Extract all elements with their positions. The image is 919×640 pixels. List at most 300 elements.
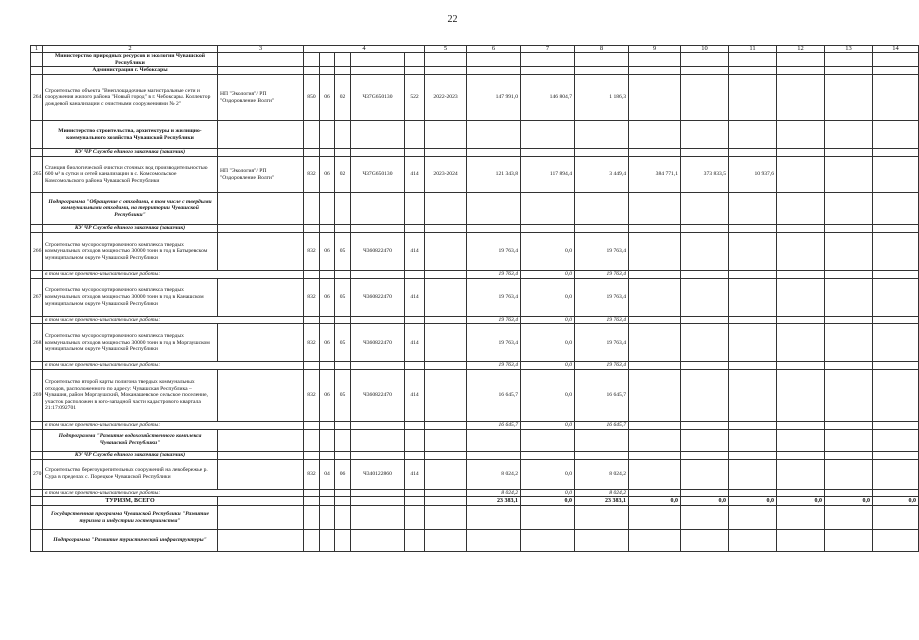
table-cell — [681, 67, 729, 75]
amount-v9 — [629, 233, 681, 271]
amount-v11 — [729, 278, 777, 316]
amount-v6: 23 383,1 — [467, 497, 521, 506]
table-cell — [777, 67, 825, 75]
amount-v8: 19 763,4 — [575, 271, 629, 279]
table-cell — [335, 429, 351, 451]
table-cell — [405, 53, 425, 67]
code-target: Ч360822470 — [351, 369, 405, 421]
table-cell — [304, 193, 320, 225]
code-section: 06 — [320, 278, 335, 316]
table-cell — [729, 506, 777, 530]
table-cell — [825, 489, 873, 497]
code-expense-type: 414 — [405, 233, 425, 271]
table-cell — [320, 67, 335, 75]
table-cell — [335, 67, 351, 75]
table-cell — [777, 225, 825, 233]
table-cell — [873, 53, 919, 67]
table-cell — [304, 271, 320, 279]
amount-v11 — [729, 459, 777, 489]
table-cell — [31, 121, 43, 149]
code-target: Ч360822470 — [351, 233, 405, 271]
table-cell — [873, 67, 919, 75]
table-cell — [320, 193, 335, 225]
sub-title: Государственная программа Чувашской Республики "Развитие туризма и индустрии гостеприимства" — [43, 506, 218, 530]
code-expense-type: 414 — [405, 369, 425, 421]
table-cell — [521, 429, 575, 451]
table-cell — [405, 121, 425, 149]
table-cell — [777, 324, 825, 362]
code-section: 06 — [320, 324, 335, 362]
amount-v7: 0,0 — [521, 233, 575, 271]
table-cell — [521, 451, 575, 459]
table-cell — [629, 121, 681, 149]
section-row — [31, 53, 919, 67]
table-cell — [575, 53, 629, 67]
table-cell — [629, 67, 681, 75]
table-cell — [425, 121, 467, 149]
table-cell — [681, 489, 729, 497]
table-cell — [467, 67, 521, 75]
period: 2023-2024 — [425, 157, 467, 193]
table-cell — [825, 362, 873, 370]
code-subsection: 05 — [335, 324, 351, 362]
amount-v8: 19 763,4 — [575, 233, 629, 271]
sub-row — [31, 530, 919, 552]
table-cell — [729, 121, 777, 149]
table-cell — [218, 193, 304, 225]
table-cell — [31, 225, 43, 233]
section-title: Министерство строительства, архитектуры и жилищно-коммунального хозяйства Чувашской Республики — [43, 121, 218, 149]
object-name: Строительство берегоукрепительных сооружений на левобережье р. Сура в пределах с. Порецкое Чувашской Республики — [43, 459, 218, 489]
row-number: 270 — [31, 459, 43, 489]
table-cell — [351, 429, 405, 451]
table-cell — [575, 149, 629, 157]
table-cell — [31, 67, 43, 75]
table-cell — [405, 67, 425, 75]
amount-v7: 0,0 — [521, 421, 575, 429]
amount-v6: 147 991,0 — [467, 75, 521, 121]
table-cell — [521, 530, 575, 552]
table-cell — [825, 429, 873, 451]
table-cell — [777, 530, 825, 552]
pir-row — [31, 271, 919, 279]
column-number-5: 5 — [425, 46, 467, 53]
code-ministry: 832 — [304, 459, 320, 489]
table-cell — [304, 53, 320, 67]
column-number-4: 4 — [304, 46, 425, 53]
amount-v11 — [729, 369, 777, 421]
amount-v6: 121 343,8 — [467, 157, 521, 193]
table-cell — [405, 225, 425, 233]
table-cell — [681, 316, 729, 324]
amount-v10 — [681, 324, 729, 362]
amount-v9: 0,0 — [629, 497, 681, 506]
table-cell — [335, 530, 351, 552]
column-number-1: 1 — [31, 46, 43, 53]
table-cell — [777, 362, 825, 370]
sub-title: Подпрограмма "Развитие туристической инфраструктуры" — [43, 530, 218, 552]
column-number-13: 13 — [825, 46, 873, 53]
table-cell — [405, 506, 425, 530]
code-target: Ч340122860 — [351, 459, 405, 489]
code-subsection: 05 — [335, 369, 351, 421]
table-cell — [777, 53, 825, 67]
amount-v8: 8 024,2 — [575, 489, 629, 497]
amount-v6: 16 645,7 — [467, 369, 521, 421]
amount-v8: 23 383,1 — [575, 497, 629, 506]
table-cell — [351, 121, 405, 149]
table-cell — [777, 233, 825, 271]
table-cell — [351, 271, 405, 279]
amount-v11: 10 937,6 — [729, 157, 777, 193]
table-cell — [873, 459, 919, 489]
amount-v7: 0,0 — [521, 369, 575, 421]
table-cell — [873, 121, 919, 149]
section-row — [31, 121, 919, 149]
table-cell — [218, 53, 304, 67]
table-cell — [351, 193, 405, 225]
table-cell — [320, 530, 335, 552]
table-cell — [873, 489, 919, 497]
table-cell — [873, 362, 919, 370]
table-cell — [777, 451, 825, 459]
table-row — [31, 157, 919, 193]
amount-v7: 0,0 — [521, 324, 575, 362]
table-cell — [304, 489, 320, 497]
table-cell — [729, 489, 777, 497]
code-target: Ч360822470 — [351, 278, 405, 316]
table-cell — [351, 489, 405, 497]
table-row — [31, 75, 919, 121]
table-cell — [218, 225, 304, 233]
table-cell — [320, 225, 335, 233]
project-name — [218, 369, 304, 421]
table-cell — [825, 530, 873, 552]
code-section: 04 — [320, 459, 335, 489]
table-cell — [425, 497, 467, 506]
table-cell — [304, 67, 320, 75]
amount-v13: 0,0 — [825, 497, 873, 506]
amount-v9 — [629, 278, 681, 316]
amount-v10: 373 833,5 — [681, 157, 729, 193]
table-cell — [825, 506, 873, 530]
project-name: НП "Экология"/ РП "Оздоровление Волги" — [218, 157, 304, 193]
table-cell — [521, 121, 575, 149]
project-name — [218, 278, 304, 316]
table-cell — [425, 225, 467, 233]
code-ministry: 832 — [304, 233, 320, 271]
table-cell — [873, 429, 919, 451]
table-cell — [575, 67, 629, 75]
table-cell — [31, 489, 43, 497]
amount-v6: 8 024,2 — [467, 459, 521, 489]
table-cell — [873, 233, 919, 271]
pir-label: в том числе проектно-изыскательские работы: — [43, 489, 304, 497]
amount-v11 — [729, 75, 777, 121]
table-cell — [729, 53, 777, 67]
table-cell — [320, 121, 335, 149]
table-cell — [31, 271, 43, 279]
table-cell — [681, 362, 729, 370]
table-cell — [629, 362, 681, 370]
table-cell — [629, 316, 681, 324]
table-cell — [873, 530, 919, 552]
amount-v6: 8 024,2 — [467, 489, 521, 497]
amount-v8: 8 024,2 — [575, 459, 629, 489]
table-cell — [320, 362, 335, 370]
table-cell — [425, 362, 467, 370]
table-cell — [873, 75, 919, 121]
table-cell — [825, 316, 873, 324]
object-name: Строительство второй карты полигона твердых коммунальных отходов, расположенного по адресу: Чувашская Республика – Чувашия, район Моргаушский, Моканашевское сельское поселение, участок расположен в юго-западной части кадастрового квартала 21:17:092701 — [43, 369, 218, 421]
table-cell — [825, 271, 873, 279]
table-cell — [335, 451, 351, 459]
table-cell — [681, 121, 729, 149]
table-cell — [467, 149, 521, 157]
amount-v9: 384 771,1 — [629, 157, 681, 193]
table-cell — [729, 530, 777, 552]
table-cell — [825, 451, 873, 459]
table-cell — [31, 149, 43, 157]
pir-row — [31, 362, 919, 370]
table-cell — [351, 362, 405, 370]
table-cell — [729, 429, 777, 451]
cust-row — [31, 149, 919, 157]
code-target: Ч360822470 — [351, 324, 405, 362]
table-cell — [425, 489, 467, 497]
table-cell — [425, 506, 467, 530]
table-cell — [425, 421, 467, 429]
amount-v9 — [629, 459, 681, 489]
table-cell — [825, 278, 873, 316]
amount-v6: 19 763,4 — [467, 324, 521, 362]
table-cell — [681, 271, 729, 279]
amount-v6: 19 763,4 — [467, 233, 521, 271]
table-cell — [873, 278, 919, 316]
amount-v7: 0,0 — [521, 489, 575, 497]
column-number-10: 10 — [681, 46, 729, 53]
table-cell — [31, 53, 43, 67]
table-cell — [304, 225, 320, 233]
cust-title: КУ ЧР Служба единого заказчика (заказчик) — [43, 451, 218, 459]
amount-v10 — [681, 459, 729, 489]
table-cell — [629, 53, 681, 67]
table-cell — [320, 429, 335, 451]
table-cell — [304, 421, 320, 429]
amount-v10 — [681, 278, 729, 316]
table-cell — [873, 193, 919, 225]
table-cell — [31, 451, 43, 459]
table-cell — [31, 362, 43, 370]
sub-row — [31, 506, 919, 530]
table-cell — [31, 429, 43, 451]
table-cell — [405, 362, 425, 370]
table-cell — [575, 506, 629, 530]
table-cell — [351, 451, 405, 459]
amount-v9 — [629, 75, 681, 121]
table-cell — [575, 193, 629, 225]
amount-v6: 19 763,4 — [467, 271, 521, 279]
table-cell — [629, 489, 681, 497]
table-cell — [729, 67, 777, 75]
table-cell — [629, 421, 681, 429]
amount-v11 — [729, 324, 777, 362]
code-subsection: 05 — [335, 278, 351, 316]
table-cell — [405, 451, 425, 459]
table-cell — [304, 316, 320, 324]
table-cell — [218, 506, 304, 530]
table-cell — [777, 157, 825, 193]
table-row — [31, 369, 919, 421]
table-cell — [405, 271, 425, 279]
code-target: Ч37G650130 — [351, 75, 405, 121]
table-cell — [681, 193, 729, 225]
code-subsection: 06 — [335, 459, 351, 489]
code-section: 06 — [320, 233, 335, 271]
sub-title: Подпрограмма "Развитие водохозяйственного комплекса Чувашской Республики" — [43, 429, 218, 451]
table-cell — [320, 316, 335, 324]
code-expense-type: 414 — [405, 459, 425, 489]
pir-label: в том числе проектно-изыскательские работы: — [43, 362, 304, 370]
amount-v8: 16 645,7 — [575, 421, 629, 429]
table-cell — [335, 53, 351, 67]
table-cell — [777, 506, 825, 530]
table-cell — [873, 421, 919, 429]
object-name: Строительство мусоросортировочного комплекса твердых коммунальных отходов мощностью 30000 тонн в год в Канашском муниципальном округе Чувашской Республики — [43, 278, 218, 316]
table-cell — [405, 497, 425, 506]
table-cell — [425, 530, 467, 552]
code-ministry: 832 — [304, 157, 320, 193]
cust-row — [31, 225, 919, 233]
amount-v10 — [681, 75, 729, 121]
table-row — [31, 324, 919, 362]
table-cell — [351, 316, 405, 324]
cust-title: КУ ЧР Служба единого заказчика (заказчик) — [43, 225, 218, 233]
period — [425, 233, 467, 271]
code-section: 06 — [320, 369, 335, 421]
table-cell — [405, 149, 425, 157]
table-cell — [351, 67, 405, 75]
table-cell — [405, 530, 425, 552]
amount-v10 — [681, 233, 729, 271]
header-row — [31, 46, 919, 53]
table-cell — [873, 324, 919, 362]
table-cell — [335, 489, 351, 497]
table-cell — [320, 149, 335, 157]
table-cell — [629, 429, 681, 451]
table-cell — [575, 429, 629, 451]
row-number: 266 — [31, 233, 43, 271]
table-cell — [218, 67, 304, 75]
table-cell — [218, 451, 304, 459]
amount-v8: 19 763,4 — [575, 278, 629, 316]
table-cell — [729, 193, 777, 225]
table-cell — [304, 497, 320, 506]
table-cell — [304, 451, 320, 459]
amount-v7: 0,0 — [521, 271, 575, 279]
amount-v7: 0,0 — [521, 278, 575, 316]
row-number: 269 — [31, 369, 43, 421]
pir-row — [31, 489, 919, 497]
table-cell — [825, 193, 873, 225]
period — [425, 324, 467, 362]
amount-v6: 19 763,4 — [467, 278, 521, 316]
table-row — [31, 459, 919, 489]
table-cell — [467, 121, 521, 149]
table-cell — [31, 193, 43, 225]
table-cell — [575, 530, 629, 552]
project-name: НП "Экология"/ РП "Оздоровление Волги" — [218, 75, 304, 121]
amount-v11: 0,0 — [729, 497, 777, 506]
table-cell — [629, 193, 681, 225]
table-cell — [335, 362, 351, 370]
table-cell — [873, 369, 919, 421]
table-cell — [351, 506, 405, 530]
table-cell — [729, 362, 777, 370]
column-number-8: 8 — [575, 46, 629, 53]
amount-v10: 0,0 — [681, 497, 729, 506]
table-cell — [873, 225, 919, 233]
table-cell — [335, 316, 351, 324]
table-cell — [629, 506, 681, 530]
column-number-3: 3 — [218, 46, 304, 53]
object-name: Строительство мусоросортировочного комплекса твердых коммунальных отходов мощностью 30000 тонн в год в Батыревском муниципальном округе Чувашской Республики — [43, 233, 218, 271]
amount-v8: 19 763,4 — [575, 362, 629, 370]
table-cell — [351, 530, 405, 552]
table-cell — [825, 75, 873, 121]
table-cell — [777, 278, 825, 316]
amount-v8: 19 763,4 — [575, 324, 629, 362]
table-row — [31, 233, 919, 271]
table-cell — [777, 149, 825, 157]
table-cell — [405, 316, 425, 324]
amount-v12: 0,0 — [777, 497, 825, 506]
table-cell — [320, 271, 335, 279]
amount-v8: 3 449,4 — [575, 157, 629, 193]
amount-v7: 0,0 — [521, 362, 575, 370]
table-cell — [320, 497, 335, 506]
table-cell — [729, 149, 777, 157]
table-cell — [681, 149, 729, 157]
table-cell — [218, 530, 304, 552]
period — [425, 369, 467, 421]
table-cell — [425, 451, 467, 459]
table-cell — [873, 316, 919, 324]
total-label: ТУРИЗМ, ВСЕГО — [43, 497, 218, 506]
table-cell — [218, 149, 304, 157]
table-cell — [521, 193, 575, 225]
object-name: Строительство объекта "Внеплощадочные магистральные сети и сооружения жилого района "Новый город" в г. Чебоксары. Коллектор дождевой канализации с очистными сооружениями № 2" — [43, 75, 218, 121]
table-cell — [521, 225, 575, 233]
table-cell — [467, 429, 521, 451]
section-row — [31, 67, 919, 75]
amount-v8: 16 645,7 — [575, 369, 629, 421]
table-cell — [467, 506, 521, 530]
table-cell — [521, 53, 575, 67]
table-cell — [575, 451, 629, 459]
table-cell — [777, 316, 825, 324]
amount-v14: 0,0 — [873, 497, 919, 506]
table-cell — [825, 369, 873, 421]
amount-v7: 117 894,4 — [521, 157, 575, 193]
table-cell — [681, 506, 729, 530]
table-cell — [777, 489, 825, 497]
table-cell — [335, 121, 351, 149]
amount-v7: 0,0 — [521, 316, 575, 324]
table-cell — [777, 421, 825, 429]
project-name — [218, 233, 304, 271]
table-cell — [777, 459, 825, 489]
